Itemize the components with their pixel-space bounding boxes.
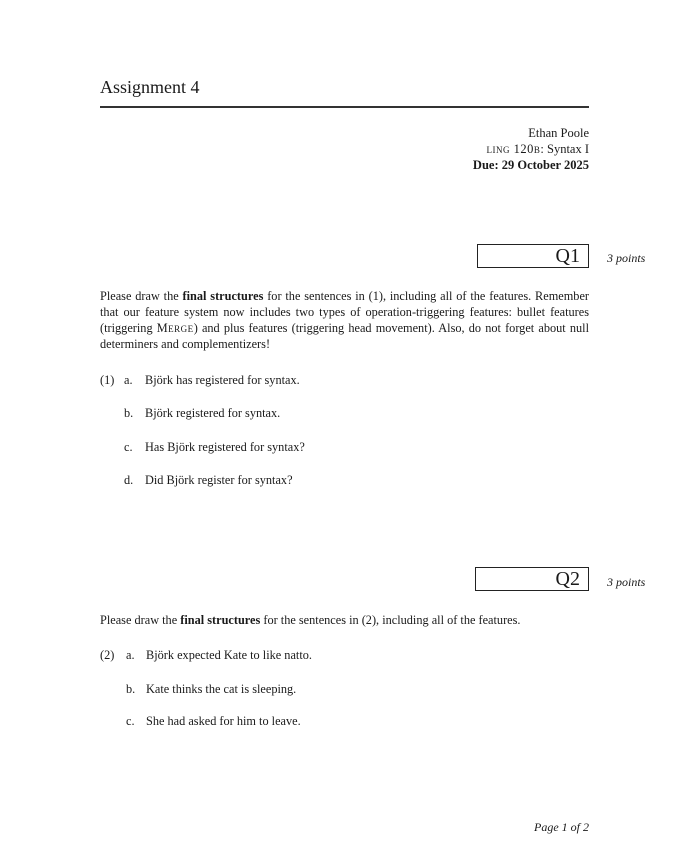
q1-prompt xyxy=(100,288,589,352)
example-number-2: (2) xyxy=(100,648,115,662)
q2-prompt-pre: Please draw the xyxy=(100,613,181,627)
example-2-item: She had asked for him to leave. xyxy=(146,714,301,728)
example-number-1: (1) xyxy=(100,373,115,387)
due-date: Due: 29 October 2025 xyxy=(472,158,589,172)
q1-prompt-mid: for the sentences in (1), including all of the features. Remember that our feature system now includes two types of operation-triggering features: bullet features (triggering xyxy=(100,289,589,335)
q2-prompt-post: for the sentences in (2), including all of the features. xyxy=(260,613,521,627)
example-2-item: Björk expected Kate to like natto. xyxy=(146,648,312,662)
course-code: ling 120b xyxy=(486,142,541,156)
example-1-letter: b. xyxy=(124,406,134,420)
question-label-q1: Q1 xyxy=(477,244,589,268)
question-label-q2: Q2 xyxy=(475,567,589,591)
example-2-letter: a. xyxy=(126,648,135,662)
title-rule xyxy=(100,106,589,108)
q1-prompt-pre: Please draw the xyxy=(100,289,183,303)
assignment-title: Assignment 4 xyxy=(100,77,200,97)
example-1-item: Björk has registered for syntax. xyxy=(145,373,300,387)
q2-prompt xyxy=(100,612,589,628)
example-2-item: Kate thinks the cat is sleeping. xyxy=(146,682,297,696)
example-2-letter: c. xyxy=(126,714,135,728)
q1-prompt-bold: final structures xyxy=(182,289,264,303)
example-2-letter: b. xyxy=(126,682,136,696)
q1-points: 3 points xyxy=(607,251,646,265)
example-1-letter: a. xyxy=(124,373,133,387)
example-1-item: Has Björk registered for syntax? xyxy=(145,440,305,454)
example-1-item: Björk registered for syntax. xyxy=(145,406,281,420)
q1-prompt-merge: Merge xyxy=(156,321,194,335)
q2-prompt-bold: final structures xyxy=(180,613,261,627)
page-number: Page 1 of 2 xyxy=(534,820,589,834)
author-name: Ethan Poole xyxy=(528,126,589,140)
course-name: : Syntax I xyxy=(540,142,589,156)
example-1-item: Did Björk register for syntax? xyxy=(145,473,293,487)
q2-points: 3 points xyxy=(607,575,646,589)
example-1-letter: d. xyxy=(124,473,134,487)
course-line xyxy=(487,141,589,157)
example-1-letter: c. xyxy=(124,440,133,454)
q1-prompt-post: ) and plus features (triggering head movement). Also, do not forget about null determiners and complementizers! xyxy=(100,321,589,351)
